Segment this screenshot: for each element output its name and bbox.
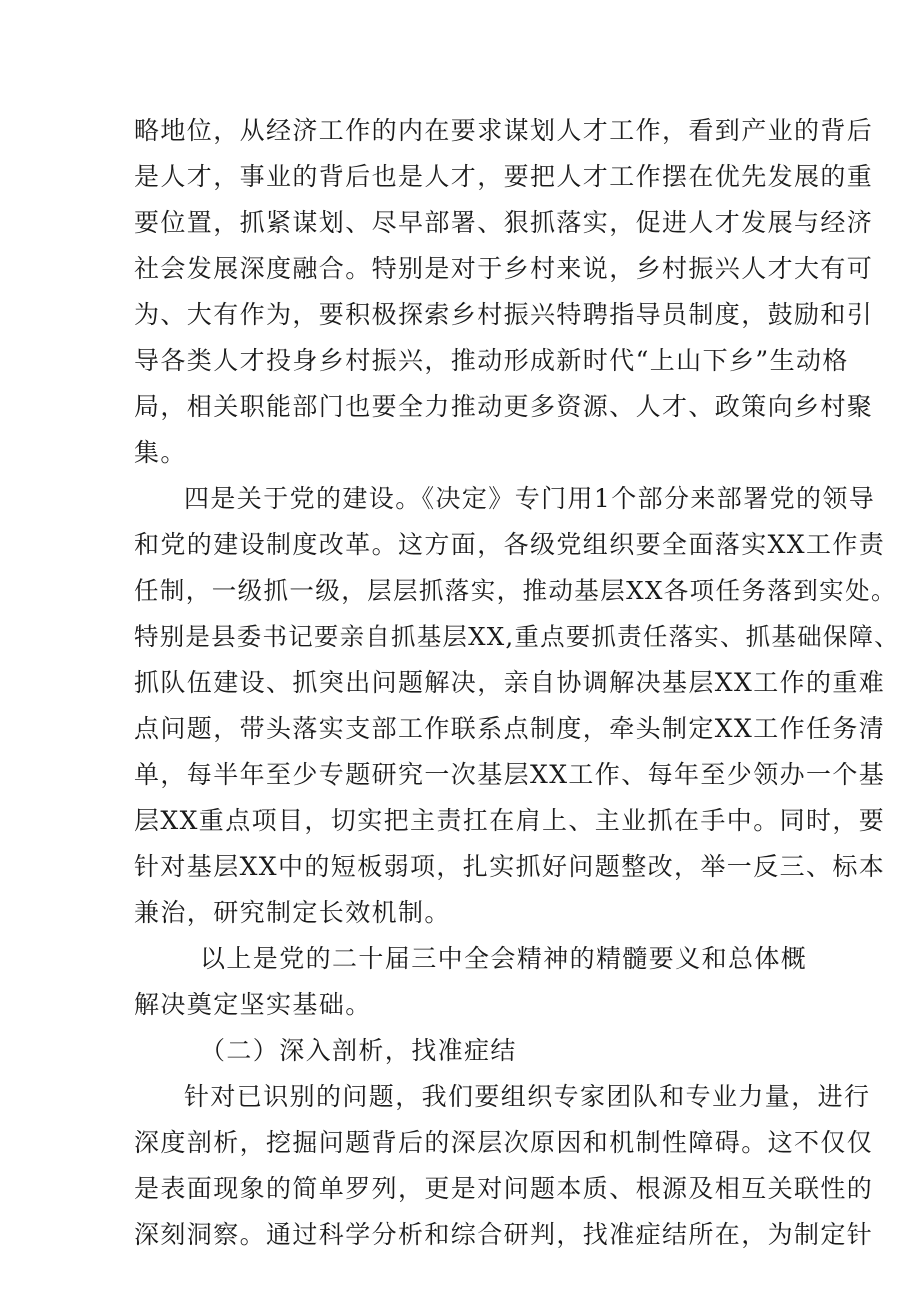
section-heading: （二）深入剖析，找准症结 [200,1036,517,1065]
paragraph-line: 特别是县委书记要亲自抓基层XX,重点要抓责任落实、抓基础保障、 [134,622,900,651]
paragraph-line: 点问题，带头落实支部工作联系点制度，牵头制定XX工作任务清 [134,714,886,743]
paragraph-line: 导各类人才投身乡村振兴，推动形成新时代“上山下乡”生动格 [134,346,849,375]
paragraph-line: 局，相关职能部门也要全力推动更多资源、人才、政策向乡村聚 [134,392,874,421]
paragraph-line: 兼治，研究制定长效机制。 [134,898,451,927]
paragraph-line: 抓队伍建设、抓突出问题解决，亲自协调解决基层XX工作的重难 [134,668,886,697]
paragraph-line: 解决奠定坚实基础。 [134,990,372,1019]
paragraph-line: 以上是党的二十届三中全会精神的精髓要义和总体概 [200,944,808,973]
paragraph-line: 要位置，抓紧谋划、尽早部署、狠抓落实，促进人才发展与经济 [134,208,874,237]
paragraph-line: 是表面现象的简单罗列，更是对问题本质、根源及相互关联性的 [134,1174,874,1203]
paragraph-line: 集。 [134,438,187,467]
paragraph-line: 针对基层XX中的短板弱项，扎实抓好问题整改，举一反三、标本 [134,852,886,881]
paragraph-line: 四是关于党的建设。《决定》专门用1个部分来部署党的领导 [184,484,876,513]
paragraph-line: 任制，一级抓一级，层层抓落实，推动基层XX各项任务落到实处。 [134,576,897,605]
paragraph-line: 社会发展深度融合。特别是对于乡村来说，乡村振兴人才大有可 [134,254,874,283]
paragraph-line: 单，每半年至少专题研究一次基层XX工作、每年至少领办一个基 [134,760,886,789]
paragraph-line: 深度剖析，挖掘问题背后的深层次原因和机制性障碍。这不仅仅 [134,1128,874,1157]
paragraph-line: 略地位，从经济工作的内在要求谋划人才工作，看到产业的背后 [134,116,874,145]
paragraph-line: 是人才，事业的背后也是人才，要把人才工作摆在优先发展的重 [134,162,874,191]
paragraph-line: 层XX重点项目，切实把主责扛在肩上、主业抓在手中。同时，要 [134,806,886,835]
paragraph-line: 和党的建设制度改革。这方面，各级党组织要全面落实XX工作责 [134,530,886,559]
paragraph-line: 深刻洞察。通过科学分析和综合研判，找准症结所在，为制定针 [134,1220,874,1249]
paragraph-line: 为、大有作为，要积极探索乡村振兴特聘指导员制度，鼓励和引 [134,300,874,329]
paragraph-line: 针对已识别的问题，我们要组织专家团队和专业力量，进行 [184,1082,871,1111]
